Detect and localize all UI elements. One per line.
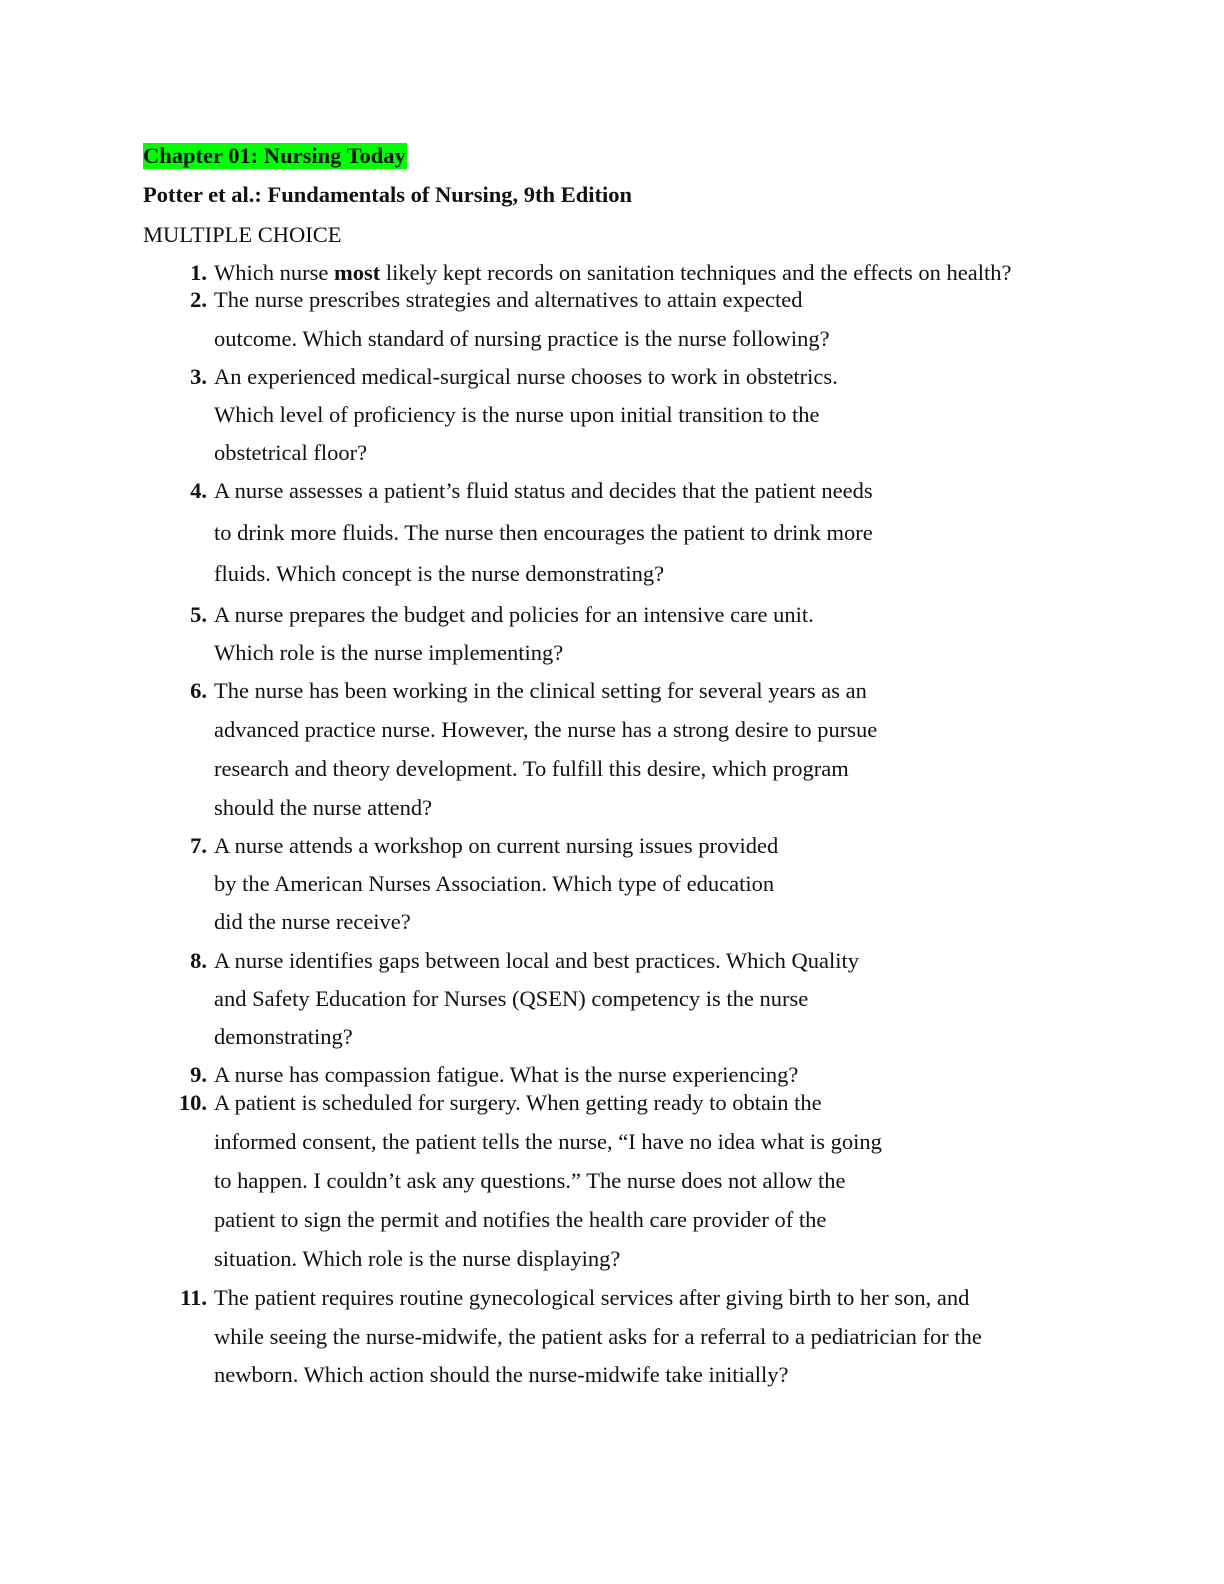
question-text-line: obstetrical floor? — [214, 440, 368, 465]
question-text-line: Which level of proficiency is the nurse upon initial transition to the — [214, 402, 820, 427]
question-text-line: outcome. Which standard of nursing practice is the nurse following? — [214, 326, 830, 351]
question-text-line: A nurse has compassion fatigue. What is the nurse experiencing? — [214, 1062, 799, 1087]
question-number: 9. — [190, 1062, 207, 1087]
question-number: 1. — [190, 260, 207, 285]
question-number: 3. — [190, 364, 207, 389]
question-text-line: research and theory development. To fulfill this desire, which program — [214, 756, 849, 781]
section-title: MULTIPLE CHOICE — [143, 222, 342, 247]
question-text-line: The nurse has been working in the clinical setting for several years as an — [214, 678, 867, 703]
question-number: 6. — [190, 678, 207, 703]
question-text-line: A nurse assesses a patient’s fluid status and decides that the patient needs — [214, 478, 873, 503]
question-text-line: did the nurse receive? — [214, 909, 411, 934]
chapter-title — [143, 142, 407, 170]
question-text-line: A nurse prepares the budget and policies for an intensive care unit. — [214, 602, 814, 627]
question-text-line: newborn. Which action should the nurse-midwife take initially? — [214, 1362, 789, 1387]
question-number: 4. — [190, 478, 207, 503]
question-text-line — [214, 259, 1011, 287]
question-text-line: to happen. I couldn’t ask any questions.” The nurse does not allow the — [214, 1168, 846, 1193]
chapter-title-highlight: Chapter 01: Nursing Today — [143, 143, 406, 168]
question-text-line: advanced practice nurse. However, the nurse has a strong desire to pursue — [214, 717, 878, 742]
question-text-post: likely kept records on sanitation techniques and the effects on health? — [380, 260, 1012, 285]
question-text-line: The patient requires routine gynecological services after giving birth to her son, and — [214, 1285, 970, 1310]
question-text-line: and Safety Education for Nurses (QSEN) competency is the nurse — [214, 986, 809, 1011]
question-text-line: to drink more fluids. The nurse then encourages the patient to drink more — [214, 520, 873, 545]
question-text-line: by the American Nurses Association. Which type of education — [214, 871, 775, 896]
question-number: 11. — [180, 1285, 207, 1310]
question-text-line: patient to sign the permit and notifies the health care provider of the — [214, 1207, 827, 1232]
question-text-line: The nurse prescribes strategies and alternatives to attain expected — [214, 287, 803, 312]
question-number: 7. — [190, 833, 207, 858]
question-emphasis: most — [333, 260, 381, 285]
question-number: 8. — [190, 948, 207, 973]
book-title: Potter et al.: Fundamentals of Nursing, 9th Edition — [143, 182, 632, 207]
question-text-line: An experienced medical-surgical nurse chooses to work in obstetrics. — [214, 364, 838, 389]
question-number: 5. — [190, 602, 207, 627]
question-text-pre: Which nurse — [214, 260, 334, 285]
question-text-line: should the nurse attend? — [214, 795, 433, 820]
question-text-line: informed consent, the patient tells the nurse, “I have no idea what is going — [214, 1129, 882, 1154]
question-text-line: A patient is scheduled for surgery. When getting ready to obtain the — [214, 1090, 822, 1115]
question-text-line: fluids. Which concept is the nurse demonstrating? — [214, 561, 665, 586]
question-text-line: while seeing the nurse-midwife, the patient asks for a referral to a pediatrician for the — [214, 1324, 982, 1349]
question-number: 2. — [190, 287, 207, 312]
question-text-line: A nurse attends a workshop on current nursing issues provided — [214, 833, 779, 858]
question-text-line: Which role is the nurse implementing? — [214, 640, 564, 665]
question-text-line: situation. Which role is the nurse displaying? — [214, 1246, 621, 1271]
question-number: 10. — [178, 1090, 207, 1115]
question-text-line: demonstrating? — [214, 1024, 353, 1049]
question-text-line: A nurse identifies gaps between local and best practices. Which Quality — [214, 948, 860, 973]
